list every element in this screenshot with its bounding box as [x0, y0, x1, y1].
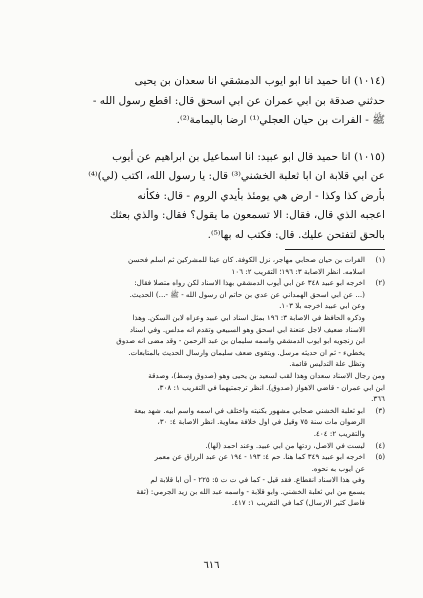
hadith-1015-line: بأرض كذا وكذا - ارض هي يومئذ بأيدي الروم - قال: فكأنه — [137, 189, 385, 202]
footnote-line: ابو ثعلبة الخشني صحابي مشهور بكنيته واختلف في اسمه واسم ابيه. شهد بيعة — [134, 405, 365, 415]
footnote-line: الرضوان مات سنة ٧٥ وقيل في اول خلافة معاوية. انظر الاصابة ٤: ٣٠، — [157, 417, 365, 427]
footnote-line: ومن رجال الاسناد سعدان وهذا لقب لسعيد بن يحيى وهو (صدوق وسط)، وصدقة — [148, 370, 385, 380]
footnote-line: اسلامه. انظر الاصابة ٣: ١٩٦؛ التقريب ٢: ١٠٦ — [231, 266, 365, 276]
footnote-2 — [52, 277, 385, 370]
hadith-1015-line: بالحق لتفتحن عليك. قال: فكتب له بها⁽⁵⁾. — [207, 228, 385, 241]
footnote-number: (٥) — [375, 452, 385, 462]
page-number: ٦١٦ — [203, 560, 220, 571]
footnote-line: الاسناد ضعيف لاجل عنعنة ابي اسحق وهو السبيعي وتقدم انه مدلس. وفي اسناد — [129, 324, 365, 334]
footnote-line: وفي هذا الاسناد انقطاع. فقد قيل - كما في ت ت ٥: ٢٢٥ - أن ابا قلابة لم — [150, 475, 365, 485]
footnote-4 — [52, 440, 385, 452]
footnote-line: ابن زنجويه ابو ايوب الدمشقي واسمه سليمان بن عبد الرحمن - وقد مضى انه صدوق — [116, 336, 365, 346]
footnote-continuation — [52, 370, 385, 405]
footnote-line: الفرات بن حيان صحابي مهاجر، نزل الكوفة. كان عينا للمشركين ثم اسلم فحسن — [128, 255, 365, 264]
footnotes — [52, 254, 385, 509]
footnote-line: والتقريب ٢: ٤٠٤. — [313, 428, 365, 438]
footnote-number: (١) — [375, 255, 385, 264]
footnote-number: (٣) — [375, 405, 385, 415]
footnote-number: (٤) — [375, 440, 385, 450]
book-page — [52, 72, 385, 509]
footnote-line: ٣٦٦. — [371, 394, 385, 404]
footnote-line: يخطيء - ثم ان حديثه مرسل. ويتقوى ضعف سليمان وارسال الحديث بالمتابعات. — [128, 347, 365, 357]
footnote-line: عن ايوب به نحوه. — [311, 463, 365, 473]
footnote-line: يسمع من ابي ثعلبة الخشني. وابو قلابة - واسمه عبد الله بن زيد الجرمي: (ثقة — [136, 486, 365, 496]
hadith-1015-line: اعجبه الذي قال، فقال: الا تسمعون ما يقول؟ فقال: والذي بعثك — [109, 209, 385, 221]
main-text — [52, 72, 385, 245]
footnote-line: (... عن ابي اسحق الهمداني عن عدي بن حاتم ان رسول الله - ﷺ -...) الحديث. — [129, 289, 365, 299]
footnote-line: وعن ابي عبيد اخرجه بلا ١٠٣. — [279, 301, 365, 311]
footnote-3 — [52, 405, 385, 440]
hadith-1015-line: (١٠١٥) انا حميد قال ابو عبيد: انا اسماعيل بن ابراهيم عن أيوب — [112, 150, 385, 163]
footnote-line: ليست في الاصل، زدتها من ابي عبيد. وعند احمد (لها). — [205, 440, 365, 450]
footnote-line: ابن ابي عمران - قاضي الاهواز (صدوق). انظر ترجمتيهما في التقريب ١: ٣٠٨، — [157, 382, 385, 392]
footnote-5 — [52, 451, 385, 509]
footnote-line: اخرجه ابو عبيد ٣٤٨ عن ابي أيوب الدمشقي بهذا الاسناد لكن رواه متصلا فقال: — [134, 278, 365, 288]
footnote-divider — [285, 249, 385, 250]
hadith-1014-line: ﷺ - الفرات بن حيان العجلي⁽¹⁾ ارضا باليمامة⁽²⁾. — [176, 114, 385, 126]
footnote-1 — [52, 254, 385, 277]
hadith-1015-line: عن ابي قلابة ان ابا ثعلبة الخشني⁽³⁾ قال: يا رسول الله، اكتب (لي)⁽⁴⁾ — [88, 170, 385, 182]
footnote-line: وذكره الحافظ في الاصابة ٣: ١٩٦ بمثل اسناد ابي عبيد وعزاه لابن السكن. وهذا — [132, 312, 365, 322]
footnote-line: اخرجه ابو عبيد ٣٤٩ كما هنا. حم ٤: ١٩٣ - ١٩٤ عن عبد الرزاق عن معمر — [154, 452, 365, 462]
hadith-1014-line: (١٠١٤) انا حميد انا ابو ايوب الدمشقي انا سعدان بن يحيى — [134, 75, 385, 87]
footnote-number: (٢) — [375, 278, 385, 288]
hadith-1014-line: حدثني صدقة بن ابي عمران عن ابي اسحق قال: اقطع رسول الله - — [92, 94, 385, 107]
footnote-line: فاضل كثير الارسال) كما في التقريب ١: ٤١٧. — [231, 498, 365, 508]
footnote-line: وتظل علة التدليس قائمة. — [289, 359, 365, 369]
